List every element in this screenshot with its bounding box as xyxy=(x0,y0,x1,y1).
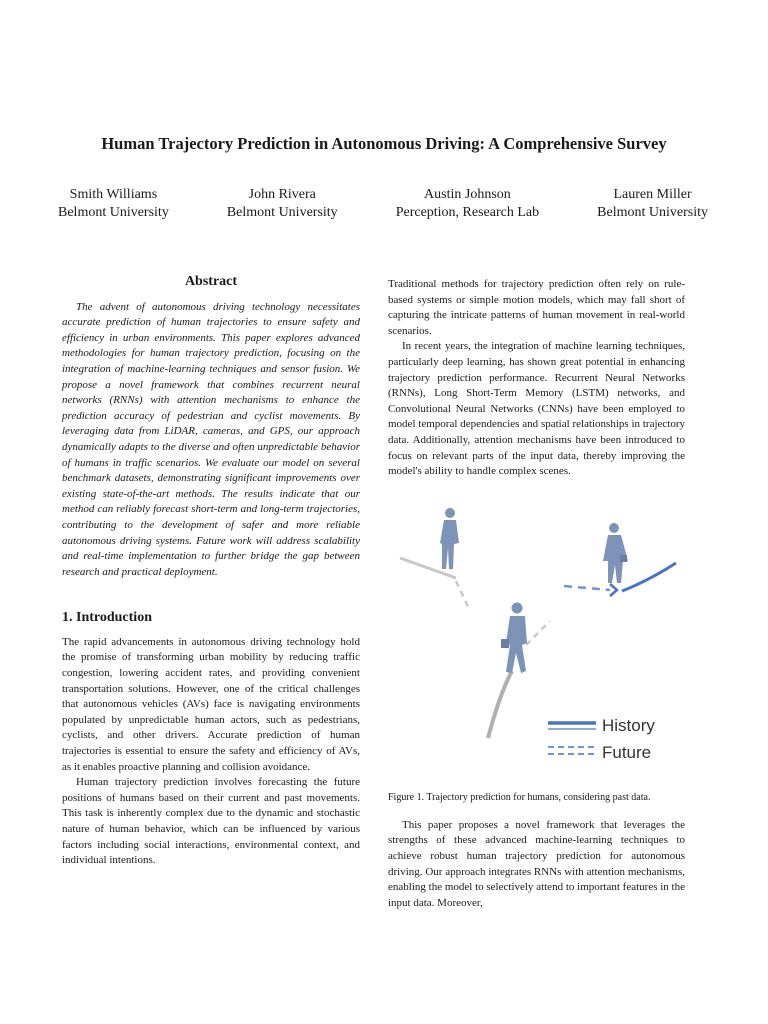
author-name: John Rivera xyxy=(248,187,316,202)
arrow-head xyxy=(610,584,617,596)
author-block xyxy=(58,186,169,222)
body-paragraph: In recent years, the integration of machine learning techniques, particularly deep learning, has shown great potential in enhancing trajectory prediction performance. Recurrent Neural Networks (RNNs), Long Short-Term Memory (LSTM) networks, and Convolutional Neural Networks (CNNs) have been employed to model temporal dependencies and spatial relationships in trajectory data. Additionally, attention mechanisms have been introduced to focus on relevant parts of the input data, thereby improving the model's ability to handle complex scenes. xyxy=(388,340,685,478)
pedestrian-icon xyxy=(501,602,527,673)
right-column xyxy=(388,277,685,911)
paper-title: Human Trajectory Prediction in Autonomous Driving: A Comprehensive Survey xyxy=(101,134,667,153)
gray-path-dashed xyxy=(456,581,470,611)
author-block xyxy=(597,186,708,222)
abstract-heading: Abstract xyxy=(184,274,238,289)
author-name: Smith Williams xyxy=(69,187,158,202)
author-list xyxy=(58,186,708,222)
author-affiliation: Belmont University xyxy=(226,205,338,220)
trajectory-illustration xyxy=(388,493,685,783)
legend-history-label: History xyxy=(602,715,655,735)
body-paragraph: Traditional methods for trajectory prediction often rely on rule-based systems or simple motion models, which may fall short of capturing the intricate patterns of human movement in real-world scenarios. xyxy=(388,278,685,337)
author-affiliation: Perception, Research Lab xyxy=(395,205,540,220)
author-name: Austin Johnson xyxy=(424,187,511,202)
author-affiliation: Belmont University xyxy=(58,205,169,220)
pedestrian-icon xyxy=(440,508,459,569)
gray-path xyxy=(488,671,512,738)
gray-path xyxy=(400,558,456,578)
figure-caption: Figure 1. Trajectory prediction for humans, considering past data. xyxy=(388,791,651,803)
intro-paragraph: Human trajectory prediction involves forecasting the future positions of humans based on their current and past movements. This task is inherently complex due to the dynamic and stochastic nature of human behavior, which can be influenced by various factors including social interactions, environmental context, and individual intentions. xyxy=(62,776,360,867)
figure-legend xyxy=(548,716,655,762)
author-affiliation: Belmont University xyxy=(597,205,708,220)
future-trajectory xyxy=(564,586,610,590)
left-column xyxy=(62,274,360,869)
author-block xyxy=(227,186,338,222)
author-block xyxy=(396,186,539,222)
introduction-heading: 1. Introduction xyxy=(62,610,152,626)
gray-path-dashed xyxy=(526,621,550,645)
intro-paragraph: The rapid advancements in autonomous driving technology hold the promise of transforming urban mobility by reducing traffic congestion, lowering accident rates, and providing convenient transportation solutions. However, one of the critical challenges that autonomous vehicles (AVs) face is navigating environments populated by unpredictable human actors, such as pedestrians, cyclists, and other drivers. Accurate prediction of human trajectories is essential to ensure the safety and efficiency of AVs, as it enables proactive planning and collision avoidance. xyxy=(62,635,360,773)
history-trajectory xyxy=(622,563,676,591)
body-paragraph: This paper proposes a novel framework that leverages the strengths of these advanced machine-learning techniques to achieve robust human trajectory prediction for autonomous driving. Our approach integrates RNNs with attention mechanisms, enabling the model to selectively attend to important features in the input data. Moreover, xyxy=(388,818,685,909)
abstract-text: The advent of autonomous driving technology necessitates accurate prediction of human trajectories to ensure safety and efficiency in urban environments. This paper explores advanced methodologies for human trajectory prediction, focusing on the integration of machine-learning techniques and sensor fusion. We propose a novel framework that combines recurrent neural networks (RNNs) with attention mechanisms to enhance the prediction accuracy of pedestrian and cyclist movements. By leveraging data from LiDAR, cameras, and GPS, our approach dynamically adapts to the diverse and often unpredictable behavior of humans in traffic scenarios. We evaluate our model on several benchmark datasets, demonstrating significant improvements over existing state-of-the-art methods. The results indicate that our method can reliably forecast short-term and long-term trajectories, contributing to the development of safer and more reliable autonomous driving systems. Future work will address scalability and real-time implementation to further bridge the gap between research and practical deployment. xyxy=(62,300,360,578)
author-name: Lauren Miller xyxy=(613,187,692,202)
figure-1 xyxy=(388,493,685,783)
legend-future-label: Future xyxy=(602,742,652,762)
pedestrian-icon xyxy=(603,523,628,583)
